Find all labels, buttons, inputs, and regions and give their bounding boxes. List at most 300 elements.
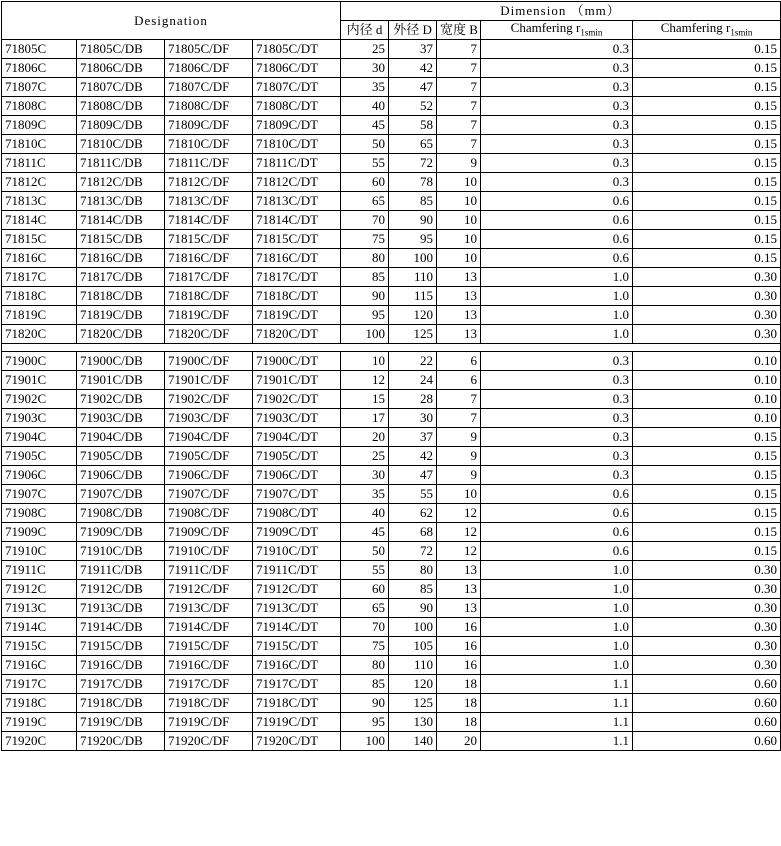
table-row: [2, 694, 781, 713]
cell-designation-db: 71916C/DB: [77, 656, 165, 675]
cell-designation-df: 71819C/DF: [165, 306, 253, 325]
cell-chamfering-1: 0.3: [481, 97, 633, 116]
cell-designation-df: 71806C/DF: [165, 59, 253, 78]
cell-designation-df: 71905C/DF: [165, 447, 253, 466]
cell-inner-diameter: 35: [341, 485, 389, 504]
cell-chamfering-2: 0.60: [633, 675, 781, 694]
cell-designation-db: 71900C/DB: [77, 352, 165, 371]
cell-chamfering-1: 0.6: [481, 485, 633, 504]
cell-designation-df: 71902C/DF: [165, 390, 253, 409]
cell-designation-dt: 71820C/DT: [253, 325, 341, 344]
cell-designation-db: 71811C/DB: [77, 154, 165, 173]
cell-designation-db: 71902C/DB: [77, 390, 165, 409]
cell-outer-diameter: 95: [389, 230, 437, 249]
cell-designation-db: 71817C/DB: [77, 268, 165, 287]
cell-designation-df: 71810C/DF: [165, 135, 253, 154]
cell-chamfering-2: 0.15: [633, 116, 781, 135]
cell-chamfering-1: 1.1: [481, 732, 633, 751]
cell-outer-diameter: 80: [389, 561, 437, 580]
cell-designation-df: 71812C/DF: [165, 173, 253, 192]
cell-designation-dt: 71903C/DT: [253, 409, 341, 428]
cell-chamfering-2: 0.30: [633, 656, 781, 675]
cell-designation-df: 71811C/DF: [165, 154, 253, 173]
cell-chamfering-2: 0.15: [633, 447, 781, 466]
cell-designation-db: 71903C/DB: [77, 409, 165, 428]
chamfering-2-subscript: 1smin: [730, 28, 753, 39]
cell-designation-df: 71904C/DF: [165, 428, 253, 447]
cell-width: 10: [437, 230, 481, 249]
cell-outer-diameter: 42: [389, 59, 437, 78]
cell-outer-diameter: 47: [389, 466, 437, 485]
cell-chamfering-1: 0.3: [481, 390, 633, 409]
cell-outer-diameter: 110: [389, 656, 437, 675]
cell-designation-c: 71808C: [2, 97, 77, 116]
cell-designation-db: 71912C/DB: [77, 580, 165, 599]
cell-chamfering-2: 0.30: [633, 599, 781, 618]
cell-designation-c: 71811C: [2, 154, 77, 173]
cell-outer-diameter: 42: [389, 447, 437, 466]
cell-designation-db: 71901C/DB: [77, 371, 165, 390]
cell-chamfering-2: 0.15: [633, 230, 781, 249]
table-row: [2, 116, 781, 135]
cell-width: 10: [437, 485, 481, 504]
cell-chamfering-2: 0.15: [633, 40, 781, 59]
cell-designation-c: 71906C: [2, 466, 77, 485]
cell-width: 18: [437, 694, 481, 713]
table-row: [2, 135, 781, 154]
cell-chamfering-1: 1.1: [481, 694, 633, 713]
cell-chamfering-1: 0.6: [481, 249, 633, 268]
cell-designation-df: 71917C/DF: [165, 675, 253, 694]
cell-width: 13: [437, 268, 481, 287]
header-chamfering-2: [633, 21, 781, 40]
table-row: [2, 485, 781, 504]
cell-outer-diameter: 22: [389, 352, 437, 371]
table-row: [2, 447, 781, 466]
cell-designation-db: 71818C/DB: [77, 287, 165, 306]
cell-designation-dt: 71917C/DT: [253, 675, 341, 694]
cell-inner-diameter: 40: [341, 97, 389, 116]
cell-outer-diameter: 125: [389, 325, 437, 344]
cell-outer-diameter: 58: [389, 116, 437, 135]
cell-outer-diameter: 125: [389, 694, 437, 713]
cell-inner-diameter: 40: [341, 504, 389, 523]
cell-designation-dt: 71909C/DT: [253, 523, 341, 542]
cell-chamfering-2: 0.15: [633, 135, 781, 154]
cell-inner-diameter: 100: [341, 732, 389, 751]
table-row: [2, 268, 781, 287]
cell-designation-dt: 71919C/DT: [253, 713, 341, 732]
cell-inner-diameter: 100: [341, 325, 389, 344]
table-row: [2, 504, 781, 523]
cell-chamfering-1: 0.3: [481, 352, 633, 371]
cell-inner-diameter: 95: [341, 306, 389, 325]
cell-width: 9: [437, 154, 481, 173]
cell-width: 10: [437, 211, 481, 230]
cell-chamfering-1: 0.3: [481, 371, 633, 390]
cell-chamfering-1: 0.6: [481, 523, 633, 542]
cell-designation-df: 71813C/DF: [165, 192, 253, 211]
cell-chamfering-1: 1.0: [481, 268, 633, 287]
cell-designation-c: 71914C: [2, 618, 77, 637]
cell-outer-diameter: 65: [389, 135, 437, 154]
cell-designation-dt: 71810C/DT: [253, 135, 341, 154]
cell-chamfering-2: 0.30: [633, 637, 781, 656]
cell-designation-c: 71910C: [2, 542, 77, 561]
cell-chamfering-1: 1.0: [481, 580, 633, 599]
cell-inner-diameter: 25: [341, 447, 389, 466]
cell-designation-df: 71920C/DF: [165, 732, 253, 751]
cell-designation-dt: 71813C/DT: [253, 192, 341, 211]
table-row: [2, 713, 781, 732]
cell-chamfering-1: 1.0: [481, 656, 633, 675]
cell-width: 13: [437, 561, 481, 580]
cell-chamfering-2: 0.10: [633, 352, 781, 371]
cell-width: 13: [437, 599, 481, 618]
cell-inner-diameter: 65: [341, 599, 389, 618]
cell-outer-diameter: 62: [389, 504, 437, 523]
cell-outer-diameter: 120: [389, 675, 437, 694]
cell-inner-diameter: 30: [341, 59, 389, 78]
bearing-dimension-table: [1, 1, 781, 751]
cell-designation-dt: 71816C/DT: [253, 249, 341, 268]
cell-designation-dt: 71918C/DT: [253, 694, 341, 713]
cell-designation-db: 71904C/DB: [77, 428, 165, 447]
cell-chamfering-1: 0.3: [481, 40, 633, 59]
cell-designation-dt: 71900C/DT: [253, 352, 341, 371]
table-row: [2, 325, 781, 344]
cell-chamfering-2: 0.10: [633, 409, 781, 428]
cell-chamfering-2: 0.15: [633, 523, 781, 542]
cell-designation-c: 71809C: [2, 116, 77, 135]
cell-designation-df: 71906C/DF: [165, 466, 253, 485]
cell-inner-diameter: 60: [341, 580, 389, 599]
cell-designation-db: 71913C/DB: [77, 599, 165, 618]
cell-designation-dt: 71809C/DT: [253, 116, 341, 135]
cell-designation-c: 71818C: [2, 287, 77, 306]
cell-chamfering-1: 1.0: [481, 306, 633, 325]
cell-width: 7: [437, 409, 481, 428]
cell-chamfering-2: 0.10: [633, 371, 781, 390]
cell-designation-dt: 71915C/DT: [253, 637, 341, 656]
cell-outer-diameter: 85: [389, 580, 437, 599]
cell-chamfering-2: 0.15: [633, 504, 781, 523]
cell-chamfering-1: 0.3: [481, 116, 633, 135]
table-row: [2, 466, 781, 485]
cell-designation-df: 71814C/DF: [165, 211, 253, 230]
cell-inner-diameter: 80: [341, 656, 389, 675]
cell-designation-db: 71820C/DB: [77, 325, 165, 344]
table-row: [2, 428, 781, 447]
cell-designation-dt: 71807C/DT: [253, 78, 341, 97]
cell-designation-df: 71916C/DF: [165, 656, 253, 675]
cell-designation-df: 71903C/DF: [165, 409, 253, 428]
cell-designation-db: 71917C/DB: [77, 675, 165, 694]
cell-chamfering-2: 0.60: [633, 694, 781, 713]
cell-designation-df: 71919C/DF: [165, 713, 253, 732]
cell-chamfering-1: 0.3: [481, 173, 633, 192]
cell-width: 10: [437, 173, 481, 192]
cell-width: 6: [437, 371, 481, 390]
chamfering-1-label: Chamfering r: [510, 20, 581, 36]
cell-designation-dt: 71905C/DT: [253, 447, 341, 466]
cell-width: 10: [437, 192, 481, 211]
cell-designation-df: 71818C/DF: [165, 287, 253, 306]
cell-designation-df: 71807C/DF: [165, 78, 253, 97]
cell-inner-diameter: 45: [341, 116, 389, 135]
header-width: 宽度 B: [437, 21, 481, 40]
cell-designation-db: 71812C/DB: [77, 173, 165, 192]
cell-width: 6: [437, 352, 481, 371]
cell-designation-dt: 71911C/DT: [253, 561, 341, 580]
cell-designation-df: 71815C/DF: [165, 230, 253, 249]
cell-outer-diameter: 72: [389, 154, 437, 173]
cell-designation-c: 71819C: [2, 306, 77, 325]
cell-chamfering-2: 0.15: [633, 485, 781, 504]
cell-designation-db: 71809C/DB: [77, 116, 165, 135]
cell-chamfering-2: 0.10: [633, 390, 781, 409]
cell-width: 12: [437, 504, 481, 523]
cell-chamfering-1: 0.3: [481, 78, 633, 97]
header-chamfering-1: [481, 21, 633, 40]
cell-width: 10: [437, 249, 481, 268]
cell-designation-c: 71919C: [2, 713, 77, 732]
group-separator-row: [2, 344, 781, 352]
cell-width: 16: [437, 656, 481, 675]
cell-designation-df: 71808C/DF: [165, 97, 253, 116]
cell-chamfering-2: 0.15: [633, 97, 781, 116]
cell-designation-c: 71918C: [2, 694, 77, 713]
cell-outer-diameter: 24: [389, 371, 437, 390]
cell-inner-diameter: 95: [341, 713, 389, 732]
cell-chamfering-1: 1.1: [481, 713, 633, 732]
table-row: [2, 97, 781, 116]
cell-chamfering-1: 0.3: [481, 409, 633, 428]
cell-outer-diameter: 30: [389, 409, 437, 428]
cell-chamfering-2: 0.15: [633, 192, 781, 211]
cell-designation-df: 71911C/DF: [165, 561, 253, 580]
table-row: [2, 656, 781, 675]
cell-outer-diameter: 100: [389, 249, 437, 268]
cell-width: 7: [437, 40, 481, 59]
cell-inner-diameter: 45: [341, 523, 389, 542]
table-row: [2, 390, 781, 409]
cell-designation-c: 71904C: [2, 428, 77, 447]
cell-width: 12: [437, 523, 481, 542]
cell-chamfering-2: 0.60: [633, 713, 781, 732]
cell-designation-dt: 71819C/DT: [253, 306, 341, 325]
header-dimension: Dimension （mm）: [341, 2, 781, 21]
cell-outer-diameter: 78: [389, 173, 437, 192]
cell-outer-diameter: 100: [389, 618, 437, 637]
cell-designation-c: 71807C: [2, 78, 77, 97]
cell-inner-diameter: 85: [341, 675, 389, 694]
cell-chamfering-2: 0.60: [633, 732, 781, 751]
cell-designation-c: 71908C: [2, 504, 77, 523]
cell-designation-db: 71808C/DB: [77, 97, 165, 116]
table-row: [2, 599, 781, 618]
header-inner-diameter: 内径 d: [341, 21, 389, 40]
cell-designation-c: 71812C: [2, 173, 77, 192]
cell-outer-diameter: 37: [389, 40, 437, 59]
cell-inner-diameter: 55: [341, 561, 389, 580]
table-row: [2, 154, 781, 173]
cell-chamfering-1: 1.0: [481, 599, 633, 618]
cell-outer-diameter: 105: [389, 637, 437, 656]
cell-designation-c: 71820C: [2, 325, 77, 344]
cell-width: 16: [437, 618, 481, 637]
table-row: [2, 211, 781, 230]
cell-designation-df: 71816C/DF: [165, 249, 253, 268]
cell-designation-df: 71900C/DF: [165, 352, 253, 371]
cell-designation-c: 71900C: [2, 352, 77, 371]
cell-designation-c: 71915C: [2, 637, 77, 656]
cell-outer-diameter: 72: [389, 542, 437, 561]
cell-designation-c: 71814C: [2, 211, 77, 230]
cell-width: 18: [437, 675, 481, 694]
header-outer-diameter: 外径 D: [389, 21, 437, 40]
cell-inner-diameter: 30: [341, 466, 389, 485]
cell-designation-db: 71915C/DB: [77, 637, 165, 656]
cell-designation-c: 71912C: [2, 580, 77, 599]
cell-outer-diameter: 28: [389, 390, 437, 409]
table-row: [2, 409, 781, 428]
cell-width: 16: [437, 637, 481, 656]
cell-designation-dt: 71901C/DT: [253, 371, 341, 390]
cell-designation-db: 71813C/DB: [77, 192, 165, 211]
cell-outer-diameter: 52: [389, 97, 437, 116]
cell-inner-diameter: 35: [341, 78, 389, 97]
table-body: [2, 40, 781, 751]
cell-designation-df: 71913C/DF: [165, 599, 253, 618]
cell-width: 9: [437, 447, 481, 466]
table-row: [2, 59, 781, 78]
cell-inner-diameter: 50: [341, 135, 389, 154]
cell-outer-diameter: 47: [389, 78, 437, 97]
cell-width: 20: [437, 732, 481, 751]
cell-chamfering-1: 0.6: [481, 211, 633, 230]
cell-designation-df: 71907C/DF: [165, 485, 253, 504]
table-row: [2, 675, 781, 694]
cell-width: 18: [437, 713, 481, 732]
cell-designation-c: 71805C: [2, 40, 77, 59]
cell-chamfering-1: 1.0: [481, 561, 633, 580]
cell-inner-diameter: 90: [341, 287, 389, 306]
cell-designation-dt: 71914C/DT: [253, 618, 341, 637]
cell-inner-diameter: 25: [341, 40, 389, 59]
cell-designation-c: 71913C: [2, 599, 77, 618]
cell-designation-db: 71919C/DB: [77, 713, 165, 732]
cell-chamfering-1: 0.3: [481, 428, 633, 447]
cell-chamfering-2: 0.15: [633, 466, 781, 485]
cell-outer-diameter: 68: [389, 523, 437, 542]
cell-chamfering-2: 0.15: [633, 173, 781, 192]
cell-designation-df: 71914C/DF: [165, 618, 253, 637]
cell-designation-dt: 71910C/DT: [253, 542, 341, 561]
cell-chamfering-2: 0.30: [633, 306, 781, 325]
cell-inner-diameter: 55: [341, 154, 389, 173]
cell-outer-diameter: 85: [389, 192, 437, 211]
cell-designation-df: 71901C/DF: [165, 371, 253, 390]
table-row: [2, 561, 781, 580]
cell-designation-df: 71820C/DF: [165, 325, 253, 344]
cell-chamfering-2: 0.15: [633, 78, 781, 97]
table-row: [2, 230, 781, 249]
cell-designation-df: 71915C/DF: [165, 637, 253, 656]
cell-chamfering-1: 0.6: [481, 504, 633, 523]
cell-width: 9: [437, 466, 481, 485]
cell-designation-db: 71918C/DB: [77, 694, 165, 713]
cell-width: 7: [437, 97, 481, 116]
cell-outer-diameter: 90: [389, 211, 437, 230]
cell-width: 7: [437, 390, 481, 409]
cell-designation-df: 71912C/DF: [165, 580, 253, 599]
cell-designation-db: 71907C/DB: [77, 485, 165, 504]
table-row: [2, 637, 781, 656]
cell-chamfering-1: 0.3: [481, 466, 633, 485]
cell-chamfering-1: 0.3: [481, 135, 633, 154]
cell-width: 13: [437, 580, 481, 599]
table-row: [2, 173, 781, 192]
cell-outer-diameter: 110: [389, 268, 437, 287]
cell-inner-diameter: 12: [341, 371, 389, 390]
cell-designation-db: 71810C/DB: [77, 135, 165, 154]
table-row: [2, 580, 781, 599]
cell-chamfering-2: 0.15: [633, 249, 781, 268]
cell-chamfering-1: 0.3: [481, 447, 633, 466]
table-row: [2, 306, 781, 325]
table-row: [2, 249, 781, 268]
cell-designation-db: 71805C/DB: [77, 40, 165, 59]
chamfering-2-label: Chamfering r: [660, 20, 731, 36]
cell-chamfering-2: 0.30: [633, 618, 781, 637]
cell-designation-c: 71813C: [2, 192, 77, 211]
cell-designation-dt: 71906C/DT: [253, 466, 341, 485]
cell-chamfering-1: 1.0: [481, 637, 633, 656]
cell-designation-dt: 71815C/DT: [253, 230, 341, 249]
cell-outer-diameter: 115: [389, 287, 437, 306]
cell-designation-c: 71911C: [2, 561, 77, 580]
cell-designation-db: 71816C/DB: [77, 249, 165, 268]
cell-outer-diameter: 120: [389, 306, 437, 325]
table-row: [2, 523, 781, 542]
cell-width: 7: [437, 78, 481, 97]
table-row: [2, 192, 781, 211]
cell-chamfering-1: 1.1: [481, 675, 633, 694]
table-row: [2, 78, 781, 97]
cell-chamfering-2: 0.15: [633, 428, 781, 447]
table-header: [2, 2, 781, 40]
cell-designation-dt: 71902C/DT: [253, 390, 341, 409]
cell-outer-diameter: 140: [389, 732, 437, 751]
cell-designation-c: 71815C: [2, 230, 77, 249]
cell-designation-dt: 71907C/DT: [253, 485, 341, 504]
cell-designation-c: 71909C: [2, 523, 77, 542]
cell-designation-db: 71819C/DB: [77, 306, 165, 325]
cell-designation-dt: 71912C/DT: [253, 580, 341, 599]
cell-outer-diameter: 130: [389, 713, 437, 732]
cell-width: 7: [437, 59, 481, 78]
table-row: [2, 287, 781, 306]
cell-chamfering-2: 0.30: [633, 287, 781, 306]
cell-designation-c: 71816C: [2, 249, 77, 268]
cell-designation-c: 71905C: [2, 447, 77, 466]
cell-designation-c: 71806C: [2, 59, 77, 78]
cell-chamfering-2: 0.30: [633, 268, 781, 287]
cell-inner-diameter: 20: [341, 428, 389, 447]
cell-designation-dt: 71916C/DT: [253, 656, 341, 675]
cell-designation-df: 71908C/DF: [165, 504, 253, 523]
